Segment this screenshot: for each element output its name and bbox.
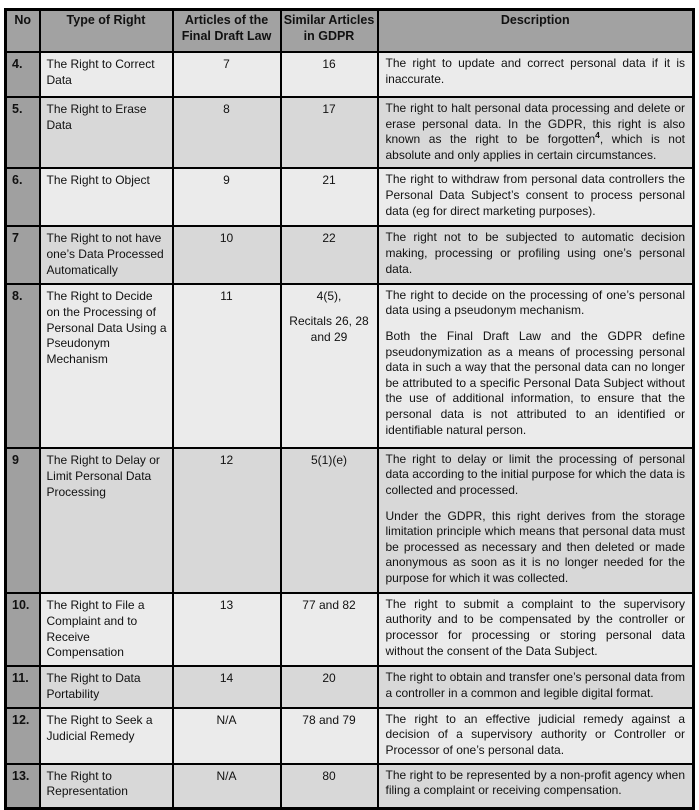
gdpr-articles-cell (281, 284, 378, 448)
row-number-cell: 11. (6, 666, 40, 708)
description-cell (378, 708, 694, 764)
table-row (6, 97, 694, 168)
description-paragraph: Both the Final Draft Law and the GDPR define pseudonymization as a means of processing personal data in such a way that the personal data can no longer be attributed to a specific Personal Data Subject without the use of additional information, to ensure that the personal data is not attributed to an identified or identifiable natural person. (385, 329, 685, 437)
gdpr-article-line: Recitals 26, 28 and 29 (289, 313, 369, 344)
draft-law-articles-cell: N/A (173, 708, 281, 764)
right-type-cell: The Right to Erase Data (40, 97, 173, 168)
table-row (6, 52, 694, 97)
col-header-gdpr-articles: Similar Articles in GDPR (281, 10, 378, 53)
description-paragraph: The right not to be subjected to automatic decision making, processing or profiling using one’s personal data. (385, 230, 685, 276)
description-cell (378, 168, 694, 226)
description-paragraph: The right to submit a complaint to the supervisory authority and to be compensated by the controller or processor for processing or storing personal data without the consent of the Data Subject. (385, 596, 685, 658)
description-cell (378, 448, 694, 593)
description-text: The right to halt personal data processing and delete or erase personal data. In the GDPR, this right is also known as the right to be forgotten (385, 101, 685, 147)
col-header-final-draft-law-articles: Articles of the Final Draft Law (173, 10, 281, 53)
description-cell (378, 52, 694, 97)
row-number-cell: 5. (6, 97, 40, 168)
gdpr-articles-cell: 17 (281, 97, 378, 168)
gdpr-articles-cell: 78 and 79 (281, 708, 378, 764)
right-type-cell: The Right to Data Portability (40, 666, 173, 708)
gdpr-article-line: 4(5), (316, 288, 342, 303)
description-paragraph: The right to an effective judicial remedy against a decision of a supervisory authority or Controller or Processor of one’s personal data. (385, 711, 685, 758)
draft-law-articles-cell: N/A (173, 764, 281, 809)
description-paragraph: The right to update and correct personal data if it is inaccurate. (385, 56, 685, 86)
row-number-cell: 4. (6, 52, 40, 97)
table-row (6, 226, 694, 283)
description-paragraph: The right to be represented by a non-profit agency when filing a complaint or receiving compensation. (385, 767, 685, 798)
description-paragraph: The right to withdraw from personal data controllers the Personal Data Subject’s consent to process personal data (eg for direct marketing purposes). (385, 172, 685, 218)
table-row (6, 764, 694, 809)
description-paragraph (386, 101, 686, 163)
draft-law-articles-cell: 13 (173, 593, 281, 666)
col-header-type-of-right: Type of Right (40, 10, 173, 53)
right-type-cell: The Right to Correct Data (40, 52, 173, 97)
row-number-cell: 13. (6, 764, 40, 809)
description-cell (378, 764, 694, 809)
table-row (6, 708, 694, 764)
right-type-cell: The Right to Representation (40, 764, 173, 809)
gdpr-articles-cell: 22 (281, 226, 378, 283)
right-type-cell: The Right to Object (40, 168, 173, 226)
draft-law-articles-cell: 10 (173, 226, 281, 283)
right-type-cell: The Right to Delay or Limit Personal Data Processing (40, 448, 173, 593)
right-type-cell: The Right to not have one’s Data Processed Automatically (40, 226, 173, 283)
description-cell (378, 226, 694, 283)
draft-law-articles-cell: 7 (173, 52, 281, 97)
gdpr-articles-cell: 80 (281, 764, 378, 809)
table-header-row (6, 10, 694, 53)
description-cell (378, 284, 694, 448)
gdpr-articles-cell: 21 (281, 168, 378, 226)
draft-law-articles-cell: 8 (173, 97, 281, 168)
footnote-reference: 4 (595, 130, 600, 141)
description-cell (378, 97, 694, 168)
description-paragraph: The right to decide on the processing of one’s personal data using a pseudonym mechanism. (385, 287, 685, 318)
draft-law-articles-cell: 12 (173, 448, 281, 593)
draft-law-articles-cell: 14 (173, 666, 281, 708)
description-text: , which is not absolute and only applies in certain circumstances. (385, 132, 685, 162)
row-number-cell: 6. (6, 168, 40, 226)
row-number-cell: 10. (6, 593, 40, 666)
draft-law-articles-cell: 11 (173, 284, 281, 448)
table-row (6, 284, 694, 448)
gdpr-articles-cell: 5(1)(e) (281, 448, 378, 593)
col-header-no: No (6, 10, 40, 53)
description-paragraph: The right to obtain and transfer one’s personal data from a controller in a common and legible digital format. (385, 670, 685, 700)
rights-comparison-table (4, 8, 695, 810)
gdpr-articles-cell: 16 (281, 52, 378, 97)
row-number-cell: 8. (6, 284, 40, 448)
description-cell (378, 666, 694, 708)
table-row (6, 593, 694, 666)
row-number-cell: 12. (6, 708, 40, 764)
table-row (6, 168, 694, 226)
description-paragraph: The right to delay or limit the processing of personal data according to the initial purpose for which the data is collected and processed. (385, 451, 686, 498)
table-row (6, 666, 694, 708)
gdpr-articles-cell: 77 and 82 (281, 593, 378, 666)
right-type-cell: The Right to File a Complaint and to Receive Compensation (40, 593, 173, 666)
description-cell (378, 593, 694, 666)
table-row (6, 448, 694, 593)
col-header-description: Description (378, 10, 694, 53)
row-number-cell: 7 (6, 226, 40, 283)
description-paragraph: Under the GDPR, this right derives from the storage limitation principle which means that personal data must be processed as necessary and then deleted or made anonymous as soon as it is no longer needed for the purpose for which it was collected. (385, 508, 685, 586)
right-type-cell: The Right to Decide on the Processing of Personal Data Using a Pseudonym Mechanism (40, 284, 173, 448)
right-type-cell: The Right to Seek a Judicial Remedy (40, 708, 173, 764)
gdpr-articles-cell: 20 (281, 666, 378, 708)
row-number-cell: 9 (6, 448, 40, 593)
draft-law-articles-cell: 9 (173, 168, 281, 226)
